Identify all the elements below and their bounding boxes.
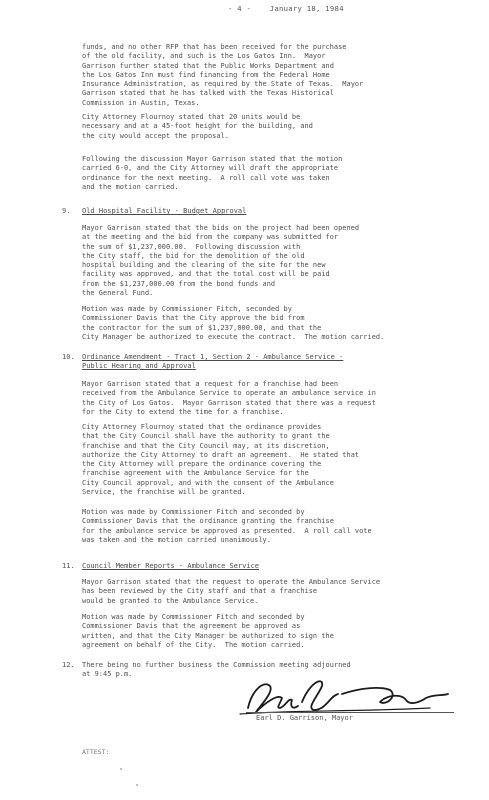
signatory-name: Earl D. Garrison, Mayor	[256, 714, 353, 722]
paragraph-4: Mayor Garrison stated that the bids on the project had been opened at the meeting and the bid from the company was submitted for the sum of $1,237,000.00. Following discussion with the City staff, the bid for the demolition of the old hospital building and the clearing of the site for the new facility was approved, and that the total cost will be paid from the $1,237,000.00 from the bond funds and the General Fund.	[82, 224, 360, 298]
paragraph-1: funds, and no other RFP that has been received for the purchase of the old facility, and such is the Los Gatos Inn. Mayor Garrison further stated that the Public Works Department and the Los Gatos Inn must find financing from the Federal Home Insurance Administration, as required by the State of Texas. Mayor Garrison stated that he has talked with the Texas Historical Commission in Austin, Texas.	[82, 43, 364, 107]
meeting-date: January 18, 1984	[269, 4, 344, 13]
paragraph-3: Following the discussion Mayor Garrison stated that the motion carried 6-0, and the City Attorney will draft the appropriate ordinance for the next meeting. A roll call vote was taken and the motion carried.	[82, 155, 343, 191]
scan-speck	[136, 784, 138, 786]
paragraph-11: There being no further business the Commission meeting adjourned at 9:45 p.m.	[82, 661, 351, 679]
item-10-subtitle: Public Hearing and Approval	[82, 362, 196, 370]
item-9-title: Old Hospital Facility - Budget Approval	[82, 207, 247, 215]
item-9-number: 9.	[62, 207, 71, 215]
paragraph-7: City Attorney Flournoy stated that the ordinance provides that the City Council shall have the authority to grant the franchise and that the City Council may, at its discretion, authorize the City Attorney to draft an agreement. He stated that the City Attorney will prepare the ordinance covering the franchise agreement with the Ambulance Service for the City Council approval, and with the consent of the Ambulance Service, the franchise will be granted.	[82, 423, 360, 497]
attest-label: ATTEST:	[82, 748, 110, 756]
paragraph-2: City Attorney Flournoy stated that 20 units would be necessary and at a 45-foot height for the building, and the city would accept the proposal.	[82, 113, 313, 140]
item-11-number: 11.	[62, 562, 75, 570]
scan-speck	[120, 768, 122, 770]
paragraph-10: Motion was made by Commissioner Fitch and seconded by Commissioner Davis that the agreement be approved as written, and that the City Manager be authorized to sign the agreement on behalf of the City. The motion carried.	[82, 613, 334, 649]
paragraph-6: Mayor Garrison stated that a request for a franchise had been received from the Ambulance Service to operate an ambulance service in the City of Los Gatos. Mayor Garrison stated that there was a request for the City to extend the time for a franchise.	[82, 380, 376, 416]
item-12-number: 12.	[62, 661, 75, 669]
item-11-title: Council Member Reports - Ambulance Service	[82, 562, 260, 570]
paragraph-8: Motion was made by Commissioner Fitch and seconded by Commissioner Davis that the ordinance granting the franchise for the ambulance service be approved as presented. A roll call vote was taken and the motion carried unanimously.	[82, 508, 372, 544]
page-header	[228, 4, 344, 13]
page-marker: - 4 -	[228, 4, 252, 13]
item-10-title: Ordinance Amendment - Tract 1, Section 2 - Ambulance Service -	[82, 353, 344, 361]
paragraph-9: Mayor Garrison stated that the request to operate the Ambulance Service has been reviewed by the City staff and that a franchise would be granted to the Ambulance Service.	[82, 578, 381, 605]
signature-line	[246, 712, 454, 713]
paragraph-5: Motion was made by Commissioner Fitch, seconded by Commissioner Davis that the City approve the bid from the contractor for the sum of $1,237,000.00, and that the City Manager be authorized to execute the contract. The motion carried.	[82, 305, 385, 341]
item-10-number: 10.	[62, 353, 75, 361]
